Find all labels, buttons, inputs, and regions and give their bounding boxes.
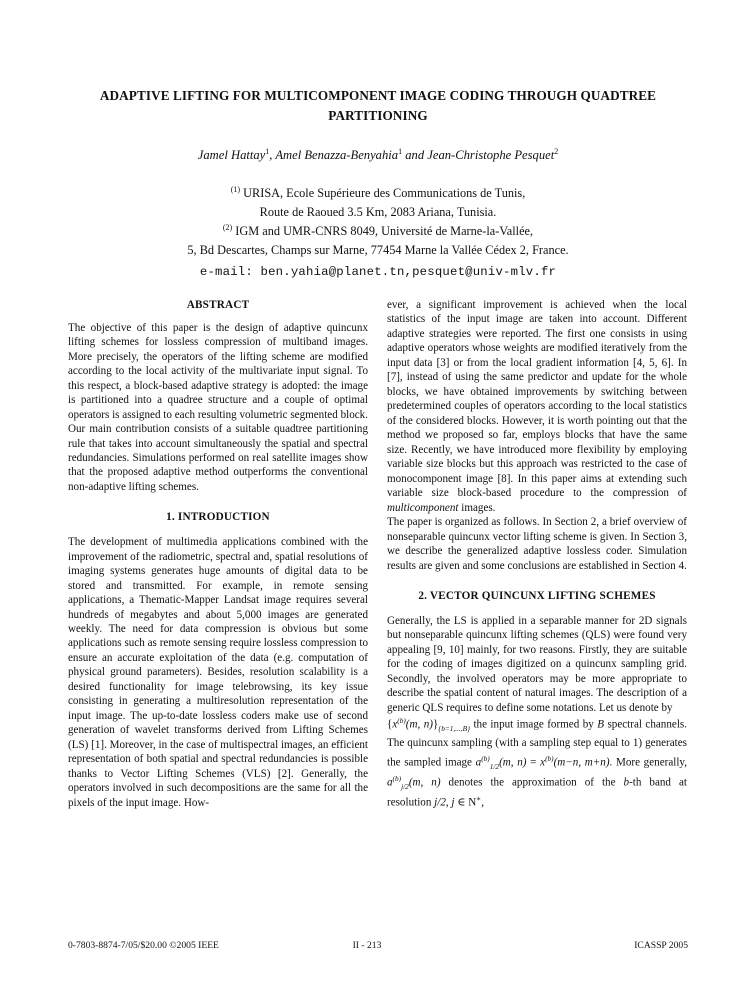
math-text-3: . More generally, xyxy=(609,756,688,769)
right-column xyxy=(387,298,687,812)
introduction-paragraph: The development of multimedia applications combined with the improvement of the radiometric, spectral and, spatial resolutions of imaging systems generates huge amounts of digital data to be stored and transmitted. For example, in remote sensing applications, a Thematic-Mapper Landsat image requires several hundreds of megabytes and about 5,000 images are generated weekly. The need for data compression is obvious but some applications such as remote sensing require lossless compression to ensure an accurate exploitation of the data (e.g. computation of physical ground parameters). Besides, resolution scalability is a desired functionality for image telebrowsing, its key issue consisting in generating a multiresolution representation of the input image. The up-to-date lossless coders make use of second generation of wavelet transforms derived from Lifting Schemes (LS) [1]. Moreover, in the case of multispectral images, an efficient representation of both spatial and spectral redundancies is possible thanks to Vector Lifting Schemes (VLS) [2]. Generally, the operators involved in such decompositions are the same for all the pixels of the input image. How- xyxy=(68,536,368,809)
math-x-2-sup: (b) xyxy=(545,753,554,763)
footer-conference: ICASSP 2005 xyxy=(634,940,688,951)
author-1-affil-mark: 1 xyxy=(265,146,270,156)
affil-2-text: IGM and UMR-CNRS 8049, Université de Marne-la-Vallée, xyxy=(232,224,534,239)
math-resolution: j/2 xyxy=(434,796,446,809)
paper-header xyxy=(68,86,688,279)
right-para-1-text: ever, a significant improvement is achieved when the local statistics of the input image are taken into account. Different adaptive strategies were reported. The first one consists in using adaptive operators whose weights are modified iteratively from the input data [3] or from the local gradient information [4, 5, 6]. In [7], instead of using the same predictor and update for the whole blocks, we have obtained improvements by switching between predetermined couples of operators according to the local statistics of the considered blocks. However, it is worth pointing out that the method we proposed so far, employs blocks that have the same size. Recently, we have introduced more flexibility by employing variable size blocks but this approach was restricted to the case of monocomponent image [8]. In this paper aims at extending such variable size block-based procedure to the compression of xyxy=(387,299,687,500)
math-brace-close: } xyxy=(432,718,439,731)
math-text-4: denotes the approximation of the xyxy=(440,776,624,789)
math-a-1: a xyxy=(475,756,482,769)
page-footer xyxy=(68,940,688,951)
author-separator-1: , Amel Benazza-Benyahia xyxy=(269,147,399,162)
math-a-2-sub: j/2 xyxy=(401,781,409,791)
math-comma: , xyxy=(445,796,452,809)
math-text-5: -th band at resolution xyxy=(387,776,687,809)
section-2-heading: 2. VECTOR QUINCUNX LIFTING SCHEMES xyxy=(418,590,656,603)
author-list xyxy=(68,147,688,163)
right-paragraph-2: The paper is organized as follows. In Section 2, a brief overview of nonseparable quincunx vector lifting scheme is given. In Section 3, we describe the generalized adaptive lossless coder. Simulation results are given and some conclusions are established in Section 4. xyxy=(387,516,687,572)
math-B: B xyxy=(597,718,605,731)
math-x-2-args: (m−n, m+n) xyxy=(553,756,610,769)
right-paragraph-1 xyxy=(387,298,687,515)
math-naturals-symbol: N xyxy=(468,796,477,809)
math-a-1-sub: 1/2 xyxy=(489,761,500,771)
right-paragraph-math xyxy=(387,715,687,812)
right-para-1-tail: images. xyxy=(458,501,496,514)
math-x-1-args: (m, n) xyxy=(405,718,433,731)
math-a-1-sup: (b) xyxy=(481,753,490,763)
affil-mark-1: (1) xyxy=(230,184,241,194)
footer-copyright: 0-7803-8874-7/05/$20.00 ©2005 IEEE xyxy=(68,940,219,951)
introduction-heading: 1. INTRODUCTION xyxy=(166,511,270,524)
author-1: Jamel Hattay xyxy=(197,147,266,162)
affil-mark-2: (2) xyxy=(222,223,233,233)
abstract-paragraph: The objective of this paper is the design of adaptive quincunx lifting schemes for lossless compression of multiband images. More precisely, the operators of the lifting scheme are modified according to the local activity of the multivariate input signal. To this respect, a block-based adaptive strategy is adopted: the image is partitioned into a quadree structure and a couple of optimal operators is assigned to each resulting volumetric segmented block. Our main contribution consists of a suitable quadtree partitioning rule that takes into account simultaneously the spatial and spectral redundancies. Simulations performed on real satellite images show that the proposed adaptive method outperforms the conventional non-adaptive lifting schemes. xyxy=(68,321,368,493)
math-star-sup: ∗ xyxy=(476,793,482,803)
math-text-1: the input image formed by xyxy=(470,718,598,731)
math-x-2: x xyxy=(540,756,546,769)
abstract-heading: ABSTRACT xyxy=(186,299,250,311)
math-text-2: spectral channels. The quincunx sampling (with a sampling step equal to 1) generates the sampled image xyxy=(387,718,687,769)
math-brace-open: { xyxy=(387,718,393,731)
affiliation-line-4: 5, Bd Descartes, Champs sur Marne, 77454 Marne la Vallée Cédex 2, France. xyxy=(187,243,569,258)
page-title: ADAPTIVE LIFTING FOR MULTICOMPONENT IMAGE CODING THROUGH QUADTREE PARTITIONING xyxy=(99,88,657,123)
author-3-affil-mark: 2 xyxy=(554,146,559,156)
math-equals-1: = xyxy=(526,756,537,769)
math-a-2-sup: (b) xyxy=(392,773,402,783)
math-j: j xyxy=(451,796,455,809)
math-x-1: x xyxy=(392,718,398,731)
affil-1-text: URISA, Ecole Supérieure des Communications de Tunis, xyxy=(240,185,526,200)
math-a-2-args: (m, n) xyxy=(408,776,441,789)
footer-page-number-wrap xyxy=(68,940,688,951)
math-x-1-sup: (b) xyxy=(397,716,406,726)
affiliation-line-3 xyxy=(68,222,688,241)
math-a-1-args: (m, n) xyxy=(499,756,527,769)
author-separator-2: and Jean-Christophe Pesquet xyxy=(402,147,555,162)
affiliation-line-2: Route de Raoued 3.5 Km, 2083 Ariana, Tunisia. xyxy=(259,205,497,220)
author-2-affil-mark: 1 xyxy=(398,146,403,156)
contact-email: e-mail: ben.yahia@planet.tn,pesquet@univ-mlv.fr xyxy=(199,264,557,279)
math-in-symbol: ∈ xyxy=(454,796,469,809)
math-band-range-sub: {b=1,...,B} xyxy=(438,724,470,734)
left-column xyxy=(68,298,368,810)
math-a-2: a xyxy=(387,776,393,789)
affiliation-line-1 xyxy=(68,184,688,203)
right-paragraph-3: Generally, the LS is applied in a separable manner for 2D signals but nonseparable quincunx lifting schemes (QLS) were found very appealing [9, 10] mainly, for two reasons. Firstly, they are suitable for the coding of images digitized on a quincunx sampling grid. Secondly, the involved operators may be more appropriate to describe the spatial content of natural images. The description of a generic QLS requires to define some notations. Let us denote by xyxy=(387,614,687,714)
affiliation-block xyxy=(68,184,688,261)
math-trailing-comma: , xyxy=(481,796,485,809)
math-b-index: b xyxy=(623,776,630,789)
footer-page-number: II - 213 xyxy=(352,940,382,951)
emphasis-multicomponent: multicomponent xyxy=(387,501,459,514)
